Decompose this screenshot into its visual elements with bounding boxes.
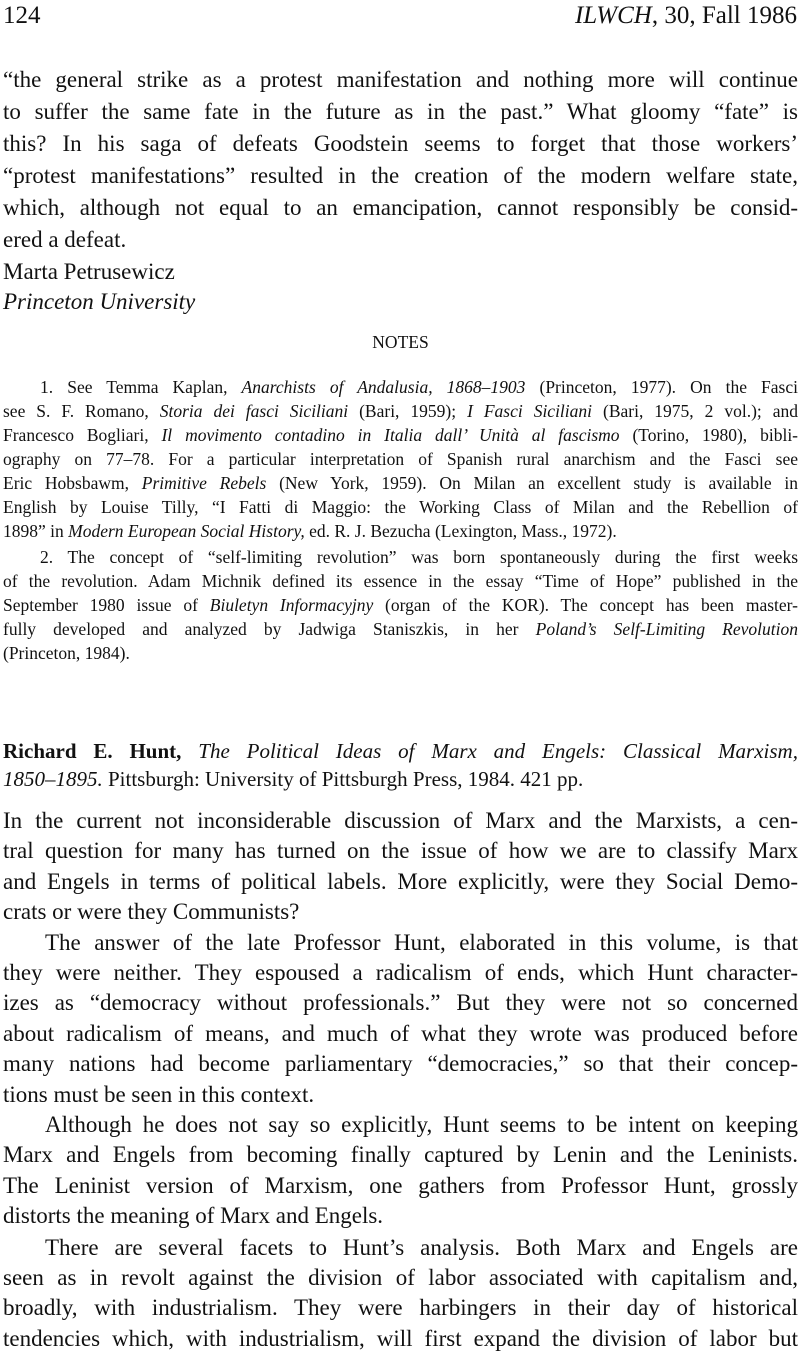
text-line: they were neither. They espoused a radicalism of ends, which Hunt character- [3, 960, 798, 985]
cited-title: Anarchists of Andalusia, 1868–1903 [241, 377, 526, 397]
note-text: (Bari, 1975, 2 vol.); and [592, 401, 798, 421]
journal-issue: , 30, Fall 1986 [651, 2, 797, 29]
note-line [3, 471, 798, 495]
text-line: The answer of the late Professor Hunt, elaborated in this volume, is that [45, 929, 798, 955]
page-header [3, 2, 797, 32]
note-line [3, 375, 798, 399]
review-book-years: 1850–1895. [3, 767, 103, 791]
text-line: crats or were they Communists? [3, 899, 300, 925]
note-text: (Princeton, 1977). On the Fasci [525, 377, 798, 397]
running-head [575, 2, 797, 30]
cited-title: Modern European Social History, [68, 521, 305, 541]
note-line: of the revolution. Adam Michnik defined its essence in the essay “Time of Hope” published in the [3, 571, 798, 591]
note-text: Eric Hobsbawm, [3, 473, 142, 493]
text-line: “the general strike as a protest manifestation and nothing more will continue [3, 67, 798, 92]
cited-title: Primitive Rebels [141, 473, 267, 493]
note-text: ed. R. J. Bezucha (Lexington, Mass., 1972). [304, 521, 617, 541]
text-line: many nations had become parliamentary “democracies,” so that their concep- [3, 1051, 798, 1077]
signature-author: Marta Petrusewicz [3, 259, 175, 284]
review-citation-line [3, 736, 798, 766]
note-line [3, 399, 798, 423]
review-book-publisher: Pittsburgh: University of Pittsburgh Press, 1984. 421 pp. [102, 767, 584, 791]
note-text: (New York, 1959). On Milan an excellent study is available in [266, 473, 798, 493]
review-book-author: Richard E. Hunt, [3, 739, 182, 763]
note-line: (Princeton, 1984). [3, 643, 130, 663]
note-line [3, 519, 798, 543]
note-text: (Bari, 1959); [348, 401, 468, 421]
text-line: which, although not equal to an emancipation, cannot responsibly be consid- [3, 195, 798, 220]
cited-title: Il movimento contadino in Italia dall’ Unità al fascismo [161, 425, 620, 445]
text-line: and Engels in terms of political labels. More explicitly, were they Social Demo- [3, 868, 798, 894]
text-line: tral question for many has turned on the issue of how we are to classify Marx [3, 838, 798, 864]
notes-heading: NOTES [372, 332, 429, 352]
cited-title: Storia dei fasci Siciliani [159, 401, 349, 421]
note-text: see S. F. Romano, [3, 401, 160, 421]
text-line: ered a defeat. [3, 227, 127, 252]
note-line [3, 423, 798, 447]
text-line: to suffer the same fate in the future as in the past.” What gloomy “fate” is [3, 99, 798, 124]
text-line: distorts the meaning of Marx and Engels. [3, 1203, 384, 1229]
text-line: Marx and Engels from becoming finally captured by Lenin and the Leninists. [3, 1142, 798, 1168]
page-number: 124 [3, 2, 41, 29]
text-line: tions must be seen in this context. [3, 1081, 315, 1107]
note-text: fully developed and analyzed by Jadwiga Staniszkis, in her [3, 619, 536, 639]
text-line: “protest manifestations” resulted in the creation of the modern welfare state, [3, 163, 798, 188]
note-text: September 1980 issue of [3, 595, 210, 615]
note-line: English by Louise Tilly, “I Fatti di Maggio: the Working Class of Milan and the Rebellion of [3, 497, 798, 517]
review-citation-line [3, 764, 798, 794]
note-text: 1. See Temma Kaplan, [40, 377, 242, 397]
note-line [3, 593, 798, 617]
note-text: (organ of the KOR). The concept has been master- [373, 595, 798, 615]
text-line: In the current not inconsiderable discussion of Marx and the Marxists, a cen- [3, 808, 798, 833]
note-line: ography on 77–78. For a particular interpretation of Spanish rural anarchism and the Fasci see [3, 449, 798, 469]
text-line: Although he does not say so explicitly, Hunt seems to be intent on keeping [45, 1112, 798, 1137]
text-line: seen as in revolt against the division of labor associated with capitalism and, [3, 1265, 798, 1290]
note-line: 2. The concept of “self-limiting revolution” was born spontaneously during the first weeks [40, 547, 798, 567]
text-line: There are several facets to Hunt’s analysis. Both Marx and Engels are [45, 1234, 798, 1260]
note-text: (Torino, 1980), bibli- [619, 425, 799, 445]
note-text: 1898” in [3, 521, 69, 541]
journal-title: ILWCH [574, 2, 652, 29]
cited-title: Poland’s Self-Limiting Revolution [535, 619, 798, 639]
note-text: Francesco Bogliari, [3, 425, 162, 445]
note-line [3, 617, 798, 641]
cited-title: I Fasci Siciliani [467, 401, 593, 421]
cited-title: Biuletyn Informacyjny [209, 595, 374, 615]
text-line: this? In his saga of defeats Goodstein seems to forget that those workers’ [3, 131, 798, 156]
text-line: about radicalism of means, and much of what they wrote was produced before [3, 1020, 798, 1046]
text-line: broadly, with industrialism. They were harbingers in their day of historical [3, 1295, 798, 1321]
text-line: izes as “democracy without professionals.” But they were not so concerned [3, 990, 798, 1016]
review-book-title: The Political Ideas of Marx and Engels: Classical Marxism, [181, 739, 798, 763]
text-line: tendencies which, with industrialism, will first expand the division of labor but [3, 1325, 798, 1351]
signature-affiliation: Princeton University [3, 289, 196, 314]
text-line: The Leninist version of Marxism, one gathers from Professor Hunt, grossly [3, 1172, 798, 1198]
